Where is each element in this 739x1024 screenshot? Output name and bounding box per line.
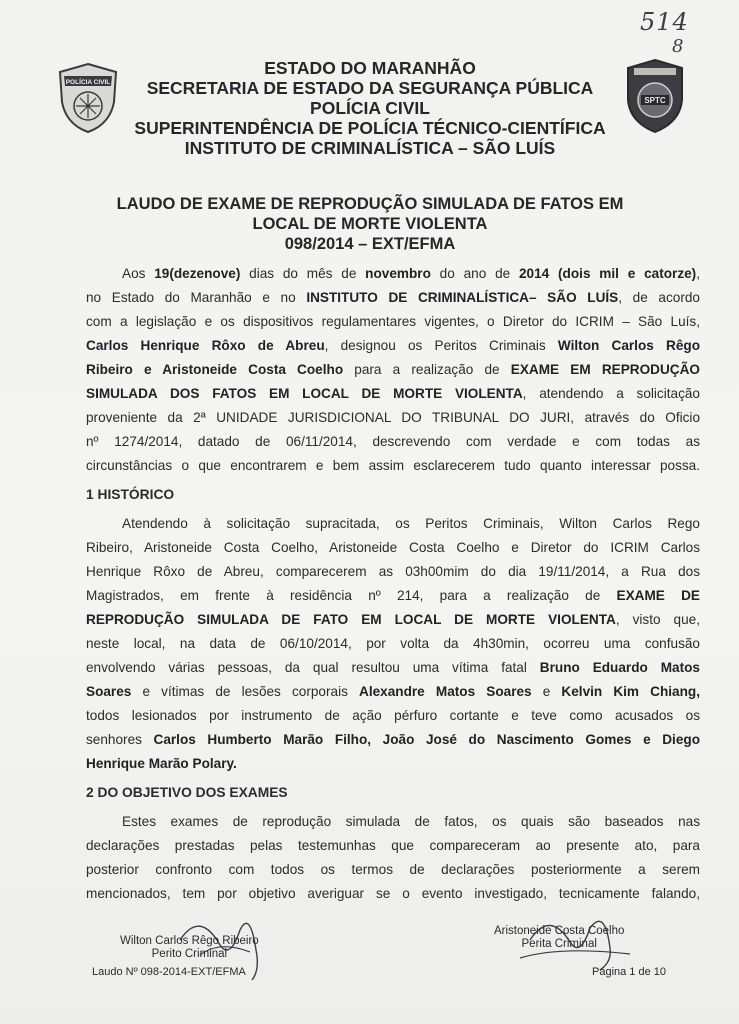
section-objetivo-paragraph: Estes exames de reprodução simulada de fatos, os quais são baseados nas declarações prestadas pelas testemunhas que compareceram ao presente ato, para posterior confronto com todos os termos de declarações posteriormente a serem mencionados, tem por objetivo averiguar se o evento investigado, tecnicamente falando, bbox=[86, 814, 700, 901]
section-historico-paragraph: Atendendo à solicitação supracitada, os Peritos Criminais, Wilton Carlos Rego Ribeiro, Aristoneide Costa Coelho, Aristoneide Costa Coelho e Diretor do ICRIM Carlos Henrique Rôxo de Abreu, comparecerem as 03h00mim do dia 19/11/2014, a Rua dos Magistrados, em frente à residência nº 214, para a realização de EXAME DE REPRODUÇÃO SIMULADA DE FATO EM LOCAL DE MORTE VIOLENTA, visto que, neste local, na data de 06/10/2014, por volta da 4h30min, ocorreu uma confusão envolvendo várias pessoas, da qual resultou uma vítima fatal Bruno Eduardo Matos Soares e vítimas de lesões corporais Alexandre Matos Soares e Kelvin Kim Chiang, todos lesionados por instrumento de ação pérfuro cortante e teve como acusados os senhores Carlos Humberto Marão Filho, João José do Nascimento Gomes e Diego Henrique Marão Polary. bbox=[86, 516, 700, 771]
signature-left-name: Wilton Carlos Rêgo Ribeiro bbox=[120, 935, 259, 947]
header-secretariat: SECRETARIA DE ESTADO DA SEGURANÇA PÚBLICA bbox=[146, 78, 594, 98]
title-line-2: LOCAL DE MORTE VIOLENTA bbox=[252, 215, 488, 233]
section-historico-heading: 1 HISTÓRICO bbox=[86, 487, 175, 502]
header-institute: INSTITUTO DE CRIMINALÍSTICA – SÃO LUÍS bbox=[184, 138, 556, 158]
document-header bbox=[100, 58, 640, 158]
handwritten-page-number: 514 bbox=[640, 8, 689, 36]
header-police: POLÍCIA CIVIL bbox=[310, 98, 430, 118]
footer-page-number: Página 1 de 10 bbox=[592, 966, 667, 978]
title-line-3: 098/2014 – EXT/EFMA bbox=[284, 235, 456, 253]
signature-left bbox=[120, 935, 259, 961]
signature-right-name: Aristoneide Costa Coelho bbox=[494, 925, 625, 937]
header-superintendency: SUPERINTENDÊNCIA DE POLÍCIA TÉCNICO-CIENTÍFICA bbox=[134, 118, 606, 138]
seal-right-text: SPTC bbox=[644, 96, 666, 105]
section-objetivo-heading: 2 DO OBJETIVO DOS EXAMES bbox=[86, 785, 288, 800]
header-state: ESTADO DO MARANHÃO bbox=[264, 58, 476, 78]
signature-right-role: Perita Criminal bbox=[521, 938, 597, 950]
document-body bbox=[86, 262, 700, 906]
handwritten-mark: 8 bbox=[672, 36, 684, 57]
footer-report-ref: Laudo Nº 098-2014-EXT/EFMA bbox=[92, 966, 246, 978]
title-line-1: LAUDO DE EXAME DE REPRODUÇÃO SIMULADA DE FATOS EM bbox=[116, 195, 624, 213]
signature-right bbox=[494, 925, 624, 951]
signature-left-role: Perito Criminal bbox=[151, 948, 228, 960]
seal-left-text: POLÍCIA CIVIL bbox=[65, 79, 111, 86]
document-title bbox=[80, 194, 660, 254]
intro-paragraph: Aos 19(dezenove) dias do mês de novembro do ano de 2014 (dois mil e catorze), no Estado do Maranhão e no INSTITUTO DE CRIMINALÍSTICA– SÃO LUÍS, de acordo com a legislação e os dispositivos regulamentares vigentes, o Diretor do ICRIM – São Luís, Carlos Henrique Rôxo de Abreu, designou os Peritos Criminais Wilton Carlos Rêgo Ribeiro e Aristoneide Costa Coelho para a realização de EXAME EM REPRODUÇÃO SIMULADA DOS FATOS EM LOCAL DE MORTE VIOLENTA, atendendo a solicitação proveniente da 2ª UNIDADE JURISDICIONAL DO TRIBUNAL DO JURI, através do Oficio nº 1274/2014, datado de 06/11/2014, descrevendo com verdade e com todas as circunstâncias o que encontrarem e bem assim esclarecerem tudo quanto interessar possa. bbox=[86, 266, 700, 473]
